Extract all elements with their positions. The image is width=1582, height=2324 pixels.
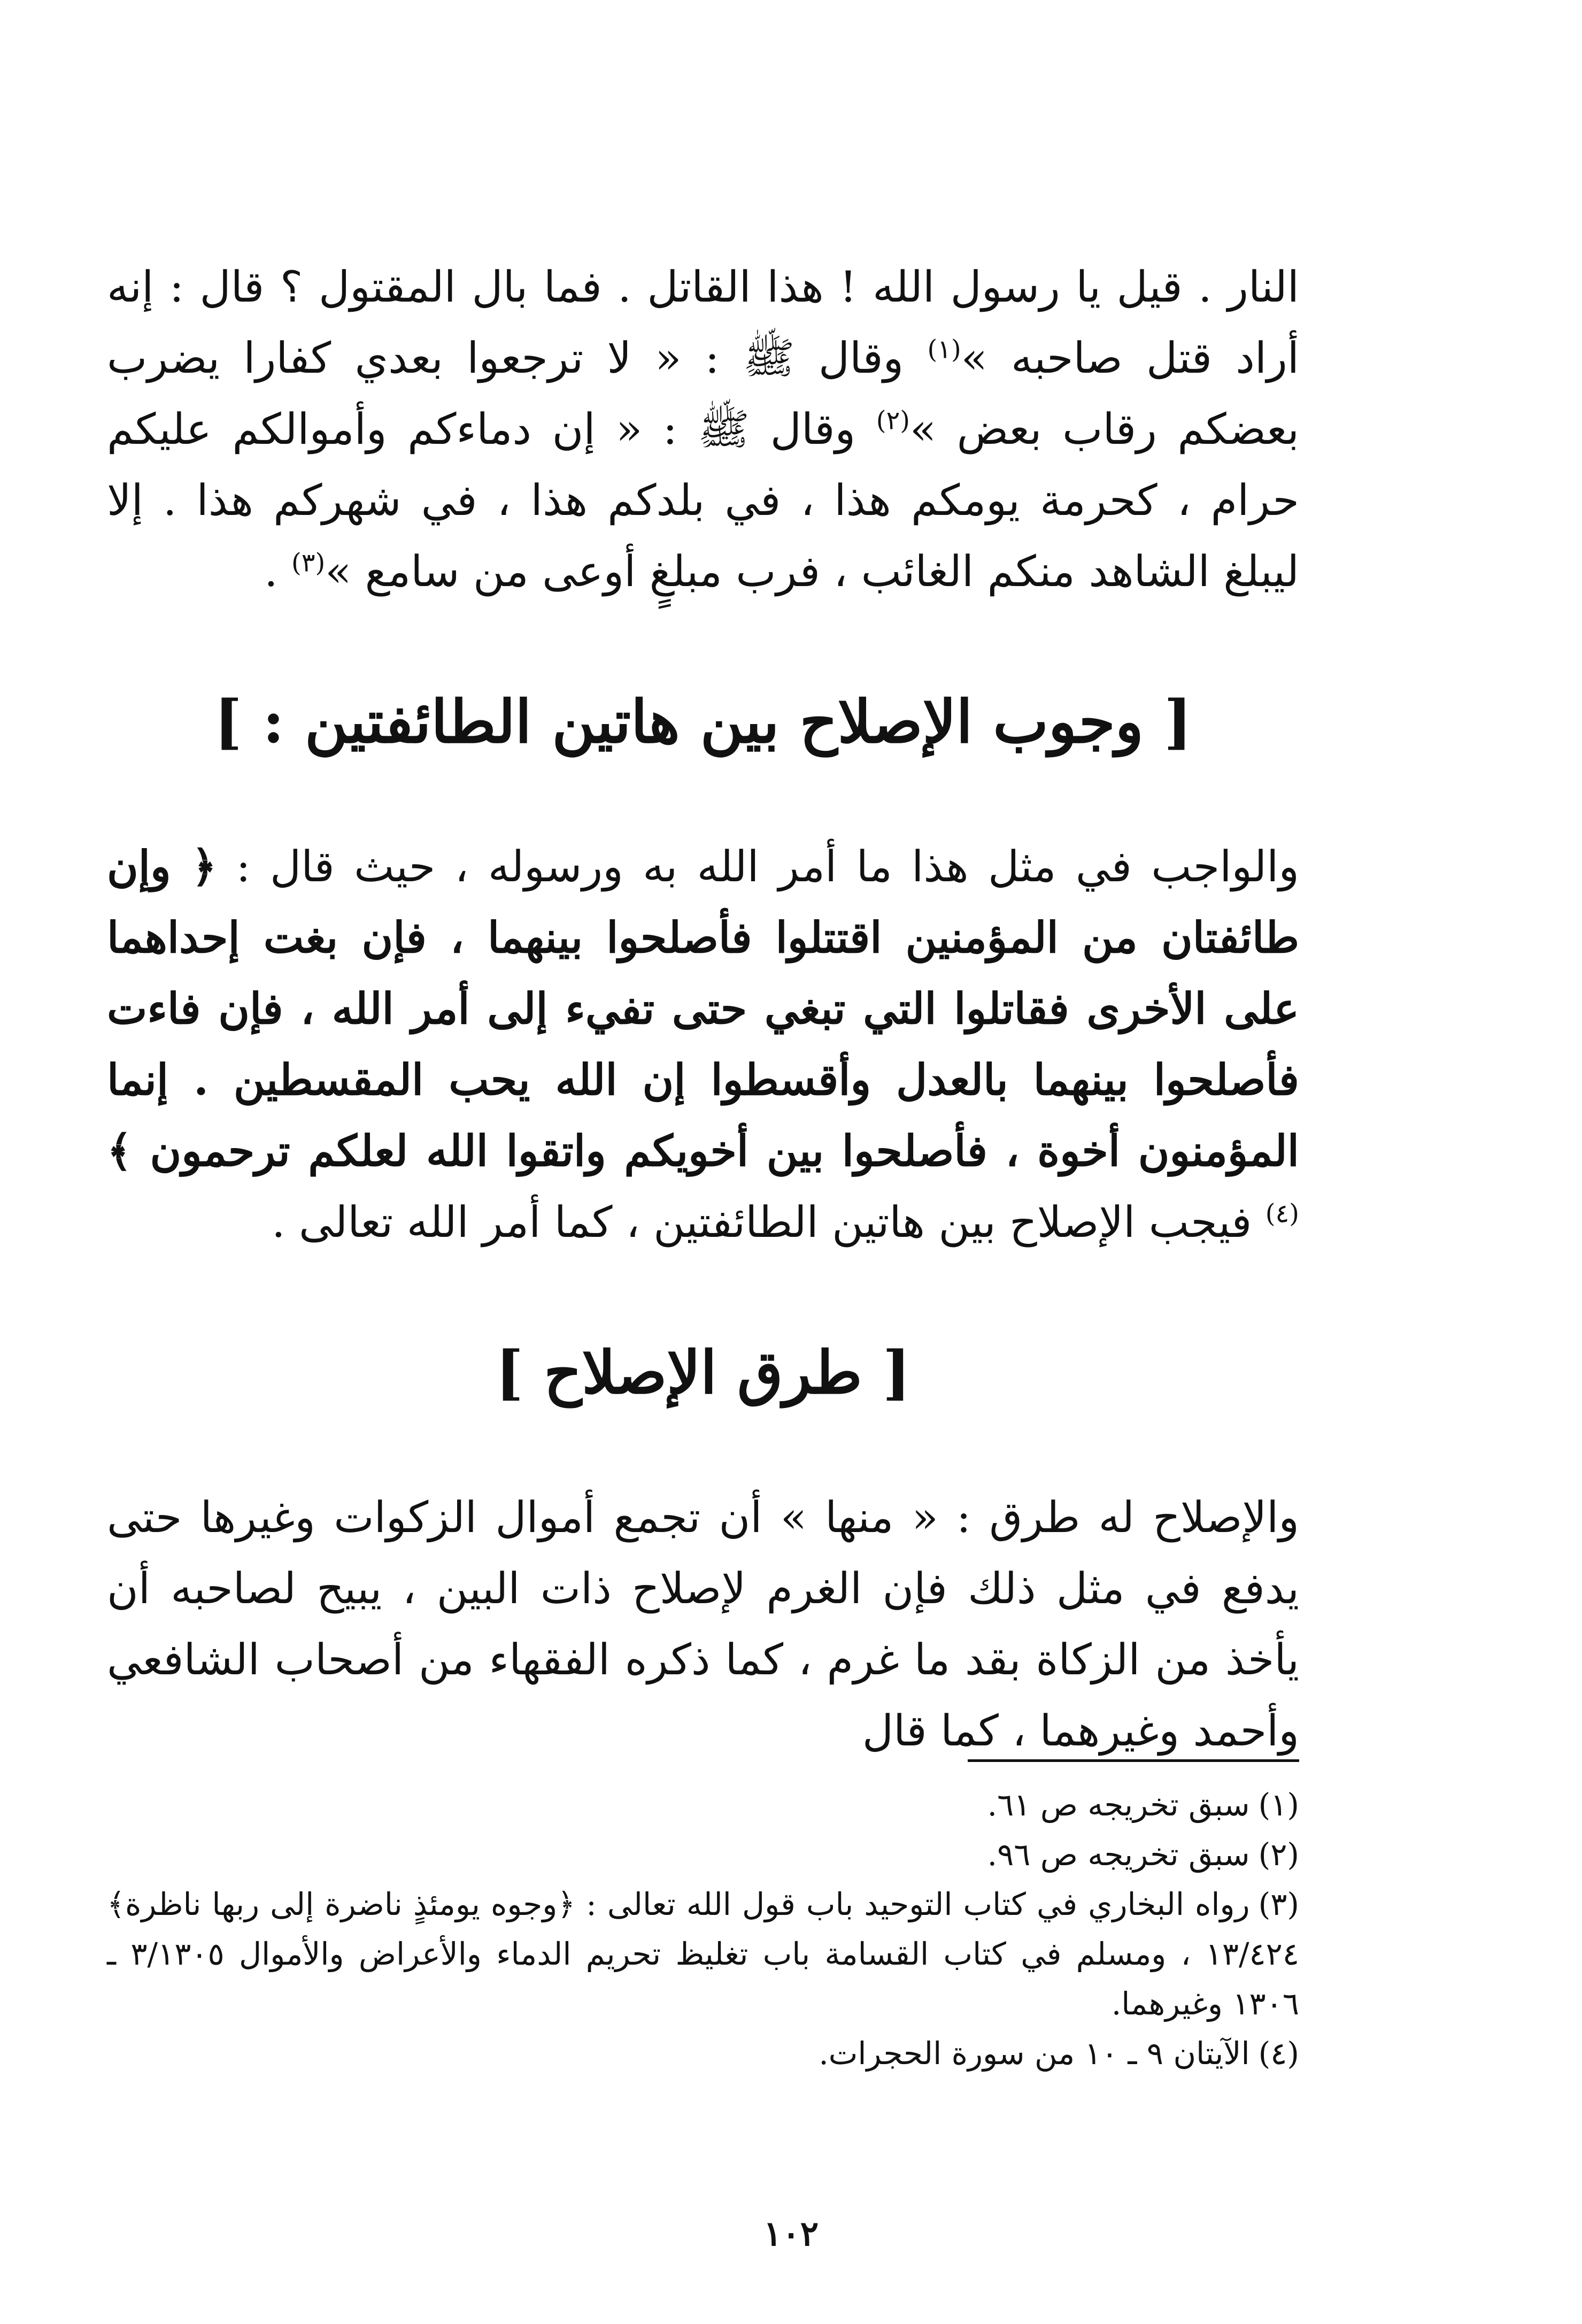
footnote-text: الآيتان ٩ ـ ١٠ من سورة الحجرات.: [819, 2035, 1250, 2072]
footnote-text: رواه البخاري في كتاب التوحيد باب قول الله تعالى : ﴿وجوه يومئذٍ ناضرة إلى ربها ناظرة﴾ ١٣/٤٢٤ ، ومسلم في كتاب القسامة باب تغليظ تحريم الدماء والأعراض والأموال ٣/١٣٠٥ ـ ١٣٠٦ وغيرهما.: [107, 1886, 1299, 2022]
footnote-2: [107, 1830, 1299, 1880]
footnote-divider: [968, 1759, 1299, 1762]
footnotes: [107, 1759, 1299, 2079]
section-heading-reconciliation-methods: [ طرق الإصلاح ]: [496, 1338, 910, 1407]
section-heading-reconciliation-duty: [ وجوب الإصلاح بين هاتين الطائفتين : ]: [214, 687, 1192, 756]
quran-verse: ﴿ وإن طائفتان من المؤمنين اقتتلوا فأصلحوا بينهما ، فإن بغت إحداهما على الأخرى فقاتلوا التي تبغي حتى تفيء إلى أمر الله ، فإن فاءت فأصلحوا بينهما بالعدل وأقسطوا إن الله يحب المقسطين . إنما المؤمنون أخوة ، فأصلحوا بين أخويكم واتقوا الله لعلكم ترحمون ﴾: [107, 841, 1300, 1176]
paragraph-1-text-3: وقال ﷺ : « إن دماءكم وأموالكم عليكم حرام ، كحرمة يومكم هذا ، في بلدكم هذا ، في شهركم هذا . إلا ليبلغ الشاهد منكم الغائب ، فرب مبلغٍ أوعى من سامع »: [107, 404, 1299, 596]
paragraph-2-rest: فيجب الإصلاح بين هاتين الطائفتين ، كما أمر الله تعالى .: [272, 1197, 1265, 1247]
footnote-ref-2[interactable]: (٢): [876, 405, 910, 436]
page-number: ١٠٢: [763, 2214, 819, 2254]
footnote-ref-4[interactable]: (٤): [1265, 1198, 1299, 1229]
footnote-4: [107, 2029, 1299, 2079]
footnote-1: [107, 1780, 1299, 1830]
footnote-ref-1[interactable]: (١): [927, 334, 961, 365]
paragraph-1: [107, 251, 1299, 607]
footnote-number: (٤): [1258, 2035, 1299, 2072]
footnote-number: (٢): [1258, 1836, 1299, 1873]
paragraph-1-end: .: [264, 547, 292, 596]
paragraph-2: [107, 831, 1299, 1258]
footnote-number: (١): [1258, 1787, 1299, 1823]
footnote-text: سبق تخريجه ص ٦١.: [987, 1787, 1250, 1823]
paragraph-1-text-2: وقال ﷺ : « لا ترجعوا بعدي كفارا يضرب بعضكم رقاب بعض »: [107, 333, 1300, 454]
footnote-3: [107, 1880, 1299, 2029]
page-body: [107, 251, 1299, 1766]
paragraph-2-intro: والواجب في مثل هذا ما أمر الله به ورسوله ، حيث قال :: [217, 842, 1299, 891]
footnote-number: (٣): [1258, 1886, 1299, 1922]
footnote-ref-3[interactable]: (٣): [291, 548, 326, 578]
footnote-text: سبق تخريجه ص ٩٦.: [987, 1836, 1250, 1873]
paragraph-1-text: النار . قيل يا رسول الله ! هذا القاتل . فما بال المقتول ؟ قال : إنه أراد قتل صاحبه »: [107, 262, 1300, 383]
paragraph-3: والإصلاح له طرق : « منها » أن تجمع أموال الزكوات وغيرها حتى يدفع في مثل ذلك فإن الغرم لإصلاح ذات البين ، يبيح لصاحبه أن يأخذ من الزكاة بقد ما غرم ، كما ذكره الفقهاء من أصحاب الشافعي وأحمد وغيرهما ، كما قال: [107, 1492, 1300, 1756]
